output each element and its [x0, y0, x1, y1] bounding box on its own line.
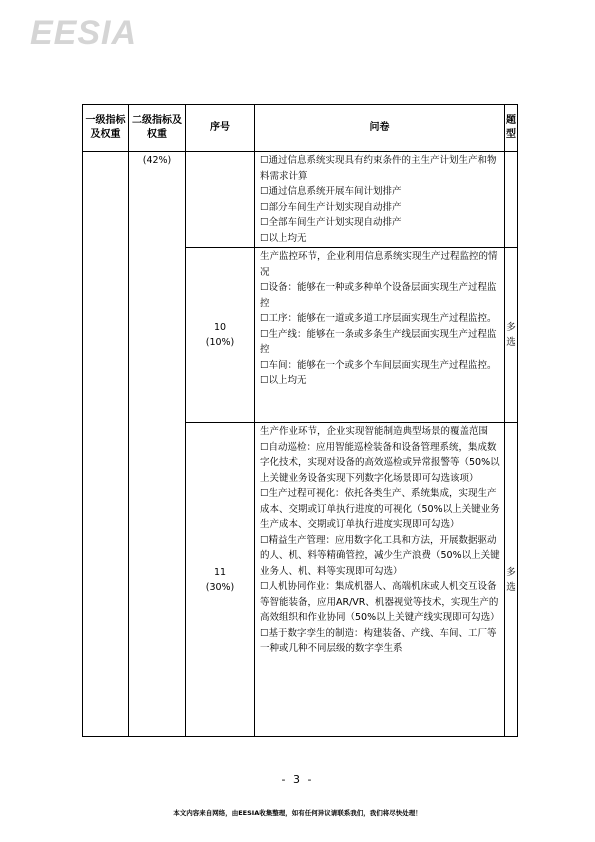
question-text: 生产作业环节，企业实现智能制造典型场景的覆盖范围 [260, 426, 489, 437]
question-type: 多选 [506, 322, 516, 348]
question-cell [255, 152, 505, 248]
seq-cell [186, 423, 255, 737]
seq-weight: (10%) [205, 337, 235, 348]
option-item[interactable]: ☐通过信息系统实现具有约束条件的主生产计划生产和物料需求计算 [260, 155, 497, 182]
level1-cell [83, 152, 129, 737]
option-item[interactable]: ☐以上均无 [260, 232, 307, 244]
question-cell [255, 423, 505, 737]
header-seq: 序号 [186, 105, 255, 152]
option-item[interactable]: ☐自动巡检：应用智能巡检装备和设备管理系统，集成数字化技术，实现对设备的高效巡检或异常报警等（50%以上关键业务设备实现下列数字化场景即可勾选该项） [260, 441, 500, 484]
option-item[interactable]: ☐基于数字孪生的制造：构建装备、产线、车间、工厂等一种或几种不同层级的数字孪生系 [260, 627, 497, 654]
header-questionnaire: 问卷 [255, 105, 505, 152]
option-item[interactable]: ☐工序：能够在一道或多道工序层面实现生产过程监控。 [260, 313, 497, 324]
table-header-row [83, 105, 518, 152]
seq-cell [186, 152, 255, 248]
question-type: 多选 [506, 566, 516, 593]
option-item[interactable]: ☐精益生产管理：应用数字化工具和方法，开展数据驱动的人、机、料等精确管控，减少生产浪费（50%以上关键业务人、机、料等实现即可勾选） [260, 534, 500, 577]
level2-cell [129, 152, 186, 737]
questionnaire-table [82, 104, 518, 737]
level2-weight: (42%) [142, 155, 172, 166]
header-level1: 一级指标及权重 [83, 105, 129, 152]
question-text: 生产监控环节，企业利用信息系统实现生产过程监控的情况 [260, 251, 498, 278]
table-row [83, 152, 518, 248]
option-item[interactable]: ☐以上均无 [260, 375, 307, 386]
option-item[interactable]: ☐生产线：能够在一条或多条生产线层面实现生产过程监控 [260, 328, 497, 355]
question-cell [255, 248, 505, 423]
option-item[interactable]: ☐通过信息系统开展车间计划排产 [260, 186, 402, 197]
seq-number: 10 [213, 322, 227, 333]
type-cell [505, 152, 518, 248]
option-item[interactable]: ☐全部车间生产计划实现自动排产 [260, 217, 402, 228]
option-item[interactable]: ☐生产过程可视化：依托各类生产、系统集成，实现生产成本、交期或订单执行进度的可视化（50%以上关键业务生产成本、交期或订单执行进度实现即可勾选） [260, 488, 500, 530]
seq-number: 11 [213, 566, 227, 578]
header-type: 题型 [505, 105, 518, 152]
option-item[interactable]: ☐部分车间生产计划实现自动排产 [260, 201, 402, 213]
header-level2: 二级指标及权重 [129, 105, 186, 152]
eesia-logo: EESIA [30, 14, 138, 52]
footer-notice: 本文内容来自网络，由EESIA收集整理，如有任何异议请联系我们，我们将尽快处理！ [173, 809, 422, 817]
option-item[interactable]: ☐车间：能够在一个或多个车间层面实现生产过程监控。 [260, 359, 497, 371]
type-cell [505, 423, 518, 737]
seq-cell [186, 248, 255, 423]
option-item[interactable]: ☐人机协同作业：集成机器人、高端机床或人机交互设备等智能装备，应用AR/VR、机器视觉等技术，实现生产的高效组织和作业协同（50%以上关键产线实现即可勾选） [260, 581, 500, 623]
page-number: - 3 - [281, 773, 314, 786]
type-cell [505, 248, 518, 423]
option-item[interactable]: ☐设备：能够在一种或多种单个设备层面实现生产过程监控 [260, 282, 497, 309]
seq-weight: (30%) [205, 581, 235, 593]
